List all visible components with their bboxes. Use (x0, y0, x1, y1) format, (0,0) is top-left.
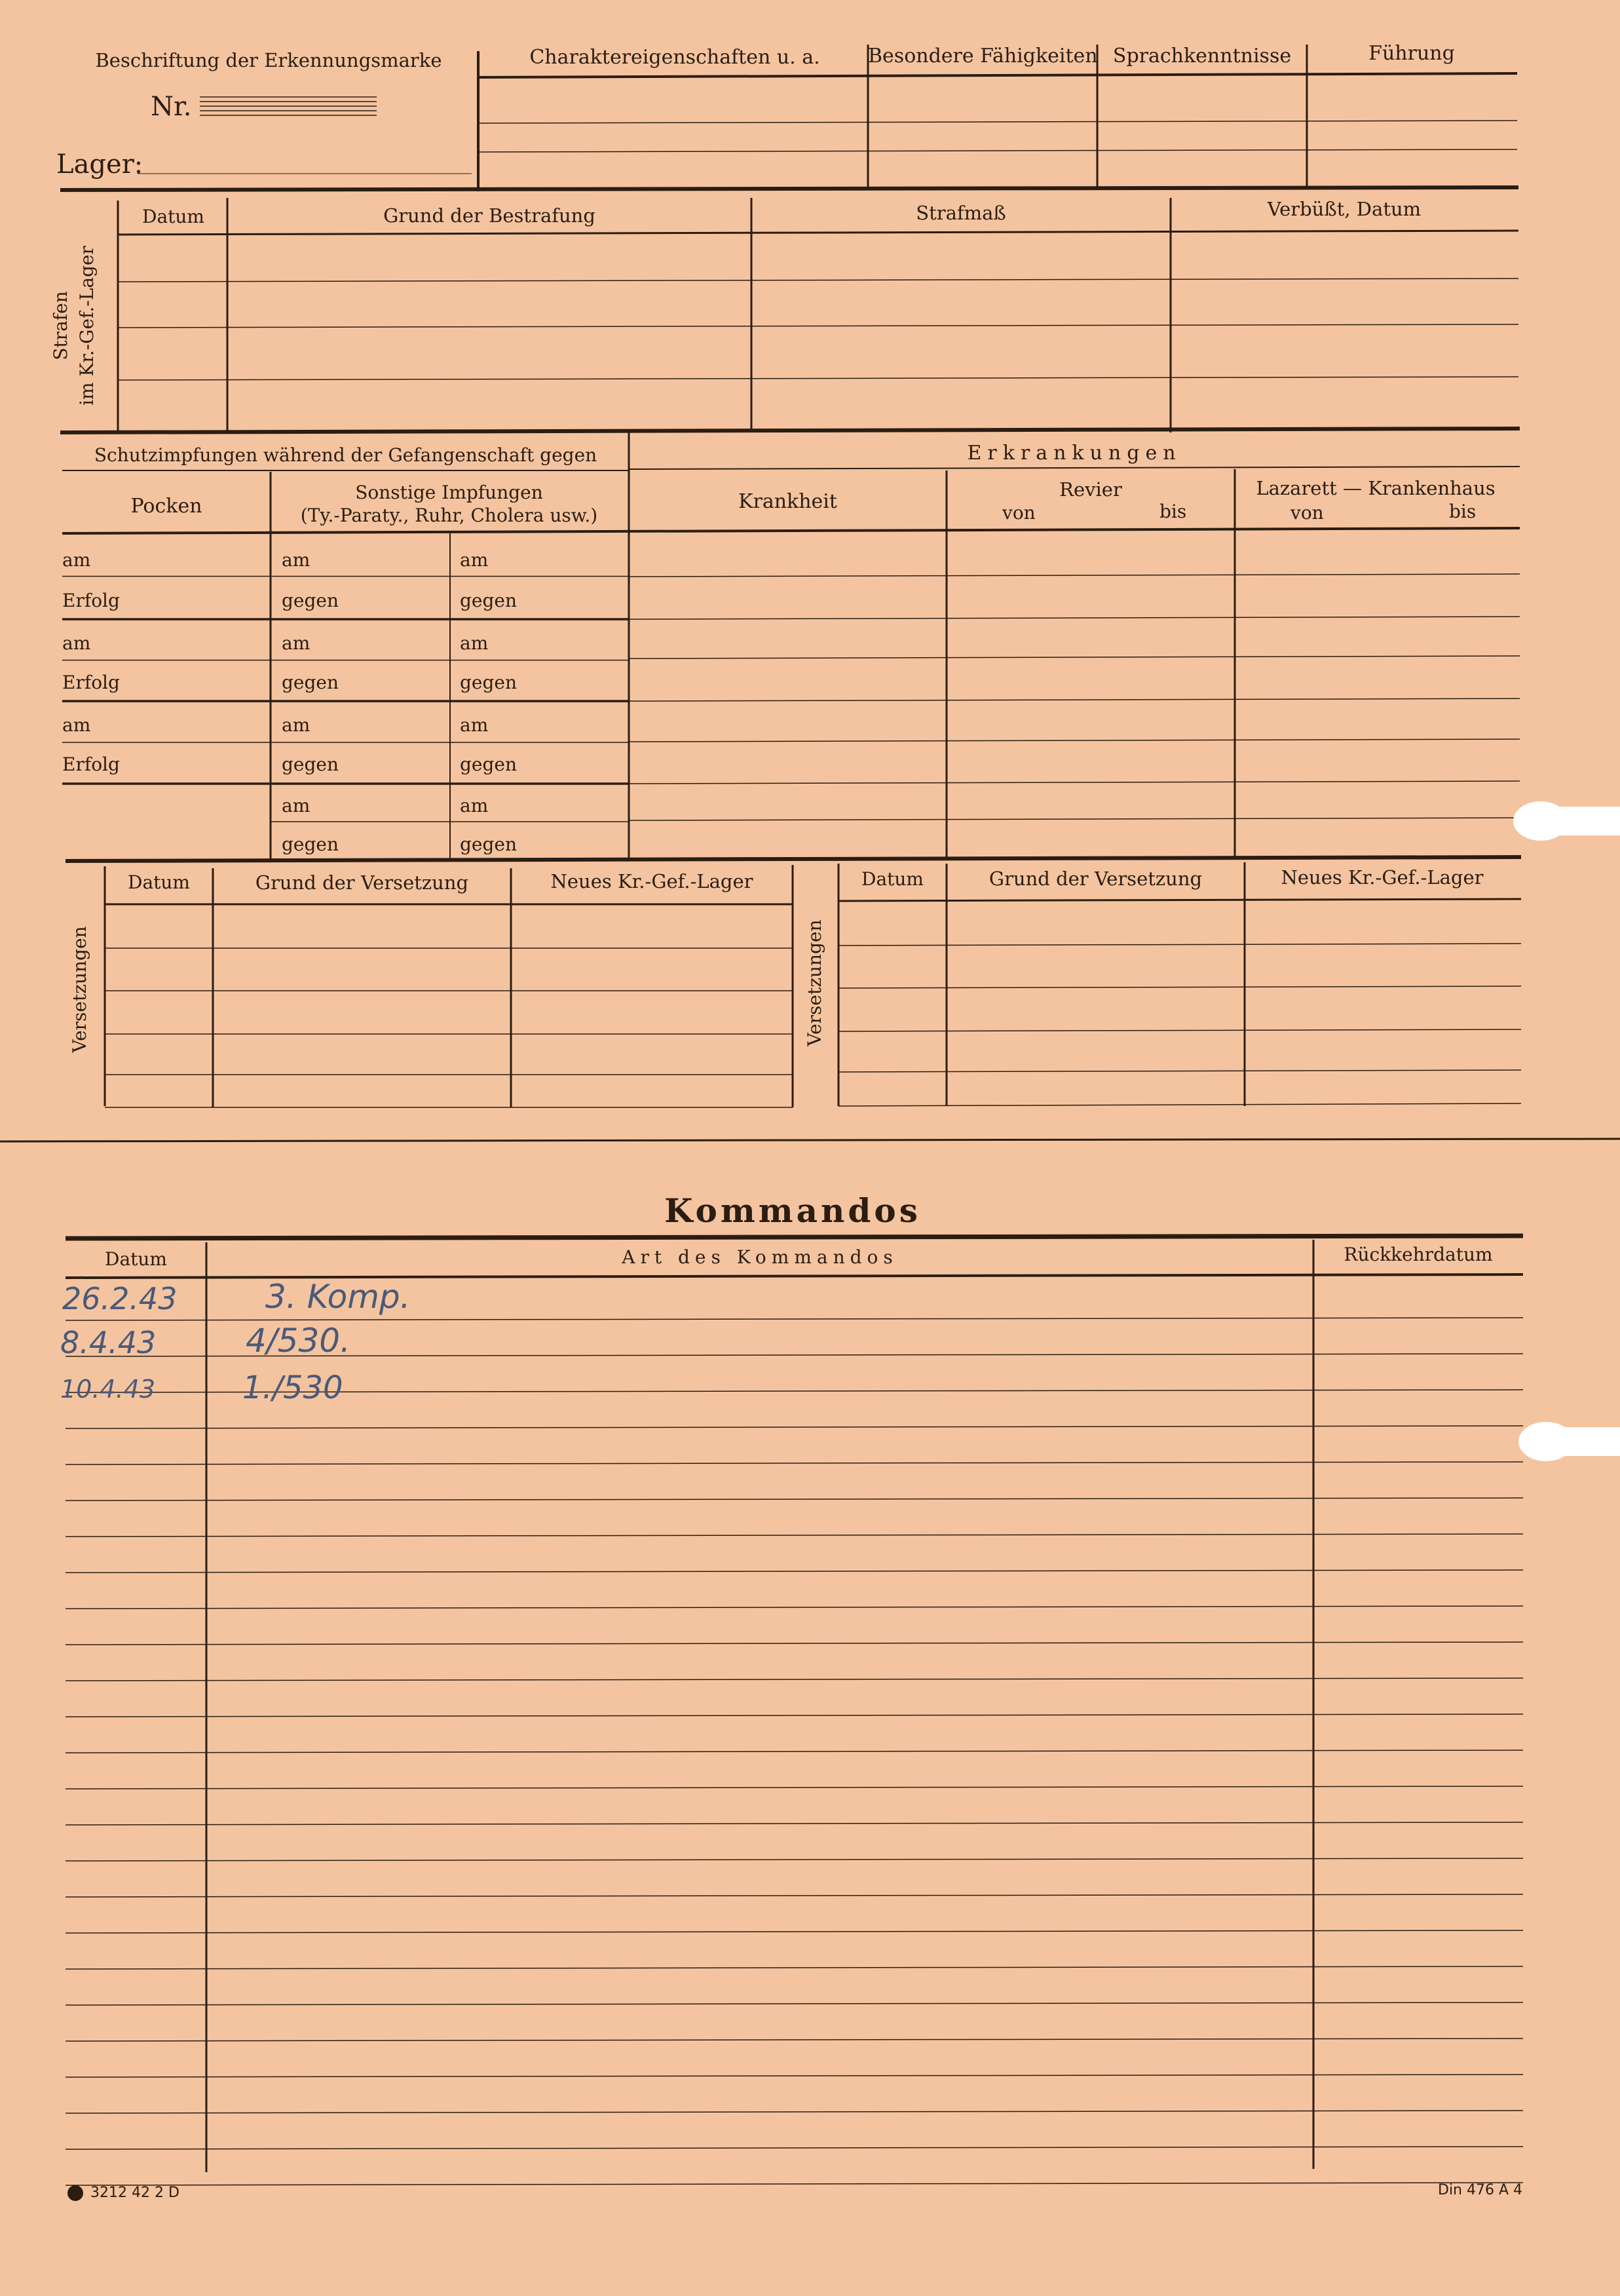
kommandos-title: Kommandos (664, 1191, 921, 1230)
sonstige-am-label: am (460, 549, 489, 571)
sonstige-gegen-label: gegen (282, 833, 339, 855)
impfungen-title: Schutzimpfungen während der Gefangenschaft gegen (94, 444, 597, 466)
kommando-entry-1-datum: 26.2.43 (62, 1281, 178, 1316)
sonstige-header-line1: Sonstige Impfungen (355, 482, 543, 503)
sonstige-am-label: am (282, 795, 311, 816)
sonstige-gegen-label: gegen (460, 672, 518, 693)
strafen-top-rule (60, 187, 1518, 190)
top-row-line (478, 121, 1517, 123)
kommandos-header-rueckkehr: Rückkehrdatum (1344, 1244, 1493, 1265)
sonstige-am-label: am (282, 549, 311, 571)
strafen-row-line (118, 377, 1518, 380)
kommando-entry-2-art: 4/530. (246, 1322, 350, 1360)
kommandos-row-line (66, 1714, 1523, 1717)
lazarett-bis: bis (1449, 501, 1477, 522)
kommandos-row-line (66, 1426, 1523, 1428)
sonstige-gegen-label: gegen (460, 833, 518, 855)
strafen-header-strafmass: Strafmaß (916, 202, 1006, 224)
versetzung-right-header-lager: Neues Kr.-Gef.-Lager (1281, 866, 1484, 889)
strafen-row-line (118, 324, 1518, 328)
kommandos-row-line (66, 1606, 1523, 1609)
sonstige-gegen-label: gegen (460, 754, 518, 775)
lager-label: Lager: (56, 149, 143, 180)
kommandos-row-line (66, 2183, 1523, 2185)
versetzungen-top-rule (66, 857, 1521, 861)
versetzungen-right-row-line (838, 1029, 1521, 1031)
sonstige-am-label: am (282, 632, 311, 654)
kommandos-row-line (66, 2075, 1523, 2077)
lazarett-von: von (1290, 502, 1324, 524)
versetzungen-right-row-line (838, 1070, 1521, 1072)
versetzung-left-header-grund: Grund der Versetzung (255, 871, 469, 894)
sonstige-am-label: am (460, 714, 489, 736)
top-row-line (478, 149, 1517, 152)
kommandos-row-line (66, 2038, 1523, 2041)
revier-von: von (1002, 502, 1036, 524)
kommandos-row-line (66, 1534, 1523, 1537)
kommandos-row-line (66, 1678, 1523, 1681)
pocken-header: Pocken (130, 495, 202, 518)
kommando-entry-1-art: 3. Komp. (265, 1278, 411, 1316)
kommandos-row-line (66, 1930, 1523, 1933)
kommando-entry-2-datum: 8.4.43 (60, 1325, 157, 1360)
erkennungsmarke-title: Beschriftung der Erkennungsmarke (95, 49, 442, 71)
erkrankungen-row-line (629, 698, 1520, 701)
revier-bis: bis (1159, 501, 1187, 522)
erkrankungen-row-line (629, 574, 1520, 577)
pocken-am-label: am (62, 714, 91, 736)
sonstige-header-line2: (Ty.-Paraty., Ruhr, Cholera usw.) (300, 505, 598, 526)
kommando-entry-3-datum: 10.4.43 (60, 1375, 156, 1404)
pocken-erfolg-label: Erfolg (62, 754, 120, 775)
kommandos-row-line (66, 1966, 1523, 1969)
sonstige-am-label: am (282, 714, 311, 736)
erkrankungen-title: Erkrankungen (967, 442, 1182, 465)
kommando-entry-3-art: 1./530 (242, 1369, 343, 1406)
kommandos-row-line (66, 1750, 1523, 1753)
impfungen-header-rule (62, 528, 1520, 533)
kommandos-row-line (66, 2002, 1523, 2005)
versetzungen-side-label-right: Versetzungen (804, 919, 825, 1046)
kommandos-row-line (66, 1318, 1523, 1320)
punch-hole-tear (1553, 1427, 1620, 1456)
strafen-side-label (48, 240, 103, 411)
page-fold (0, 1139, 1620, 1141)
kommandos-row-line (66, 1570, 1523, 1573)
print-code: 3212 42 2 D (90, 2185, 179, 2201)
din-format: Din 476 A 4 (1438, 2182, 1523, 2198)
strafen-header-verbuesst: Verbüßt, Datum (1267, 198, 1422, 220)
kommandos-row-line (66, 1462, 1523, 1464)
erkrankungen-title-rule (629, 467, 1520, 469)
header-fuehrung: Führung (1368, 42, 1455, 65)
impfungen-top-rule (60, 429, 1520, 432)
header-sprachkenntnisse: Sprachkenntnisse (1112, 45, 1292, 67)
kommandos-header-art: Art des Kommandos (622, 1246, 898, 1268)
top-header-rule (478, 73, 1517, 77)
versetzungen-right-row-line (838, 944, 1521, 946)
versetzung-left-header-lager: Neues Kr.-Gef.-Lager (550, 870, 753, 892)
versetzungen-right-header-rule (838, 899, 1521, 901)
strafen-row-line (118, 278, 1518, 282)
kommandos-top-rule (66, 1236, 1523, 1238)
kommandos-row-line (66, 2111, 1523, 2113)
erkrankungen-row-line (629, 781, 1520, 784)
kommandos-row-line (66, 1642, 1523, 1645)
erkrankungen-row-line (629, 818, 1520, 820)
sonstige-gegen-label: gegen (282, 672, 339, 693)
sonstige-am-label: am (460, 632, 489, 654)
strafen-side-label-line1: Strafen (50, 291, 71, 360)
strafen-header-grund: Grund der Bestrafung (383, 204, 595, 227)
kommandos-header-datum: Datum (105, 1248, 167, 1270)
versetzungen-right-bottom (838, 1103, 1521, 1106)
sonstige-gegen-label: gegen (460, 590, 518, 611)
strafen-header-datum: Datum (142, 206, 204, 227)
strafen-header-rule (118, 231, 1518, 235)
versetzungen-right-row-line (838, 986, 1521, 988)
krankheit-header: Krankheit (738, 490, 837, 513)
sonstige-gegen-label: gegen (282, 754, 339, 775)
pocken-erfolg-label: Erfolg (62, 590, 120, 611)
revier-header: Revier (1059, 478, 1122, 501)
versetzung-right-header-datum: Datum (861, 868, 924, 890)
nr-label: Nr. (151, 92, 192, 122)
kommandos-row-line (66, 1822, 1523, 1825)
kommandos-row-line (66, 1858, 1523, 1861)
pocken-am-label: am (62, 549, 91, 571)
sonstige-am-label: am (460, 795, 489, 816)
versetzung-left-header-datum: Datum (128, 871, 190, 893)
versetzung-right-header-grund: Grund der Versetzung (989, 868, 1203, 890)
pocken-erfolg-label: Erfolg (62, 672, 120, 693)
kommandos-row-line (66, 1786, 1523, 1789)
kommandos-row-line (66, 1498, 1523, 1501)
header-charaktereigenschaften: Charaktereigenschaften u. a. (529, 46, 820, 69)
sonstige-gegen-label: gegen (282, 590, 339, 611)
erkrankungen-row-line (629, 617, 1520, 619)
strafen-side-label-line2: im Kr.-Gef.-Lager (76, 246, 98, 406)
kommandos-row-line (66, 1894, 1523, 1897)
print-code-mark (67, 2185, 83, 2201)
erkrankungen-row-line (629, 739, 1520, 742)
punch-hole-tear (1547, 807, 1620, 835)
lazarett-header: Lazarett — Krankenhaus (1256, 477, 1496, 499)
kommandos-row-line (66, 2147, 1523, 2149)
pocken-am-label: am (62, 632, 91, 654)
header-besondere-faehigkeiten: Besondere Fähigkeiten (868, 45, 1098, 67)
versetzungen-side-label-left: Versetzungen (69, 926, 90, 1053)
erkrankungen-row-line (629, 656, 1520, 659)
